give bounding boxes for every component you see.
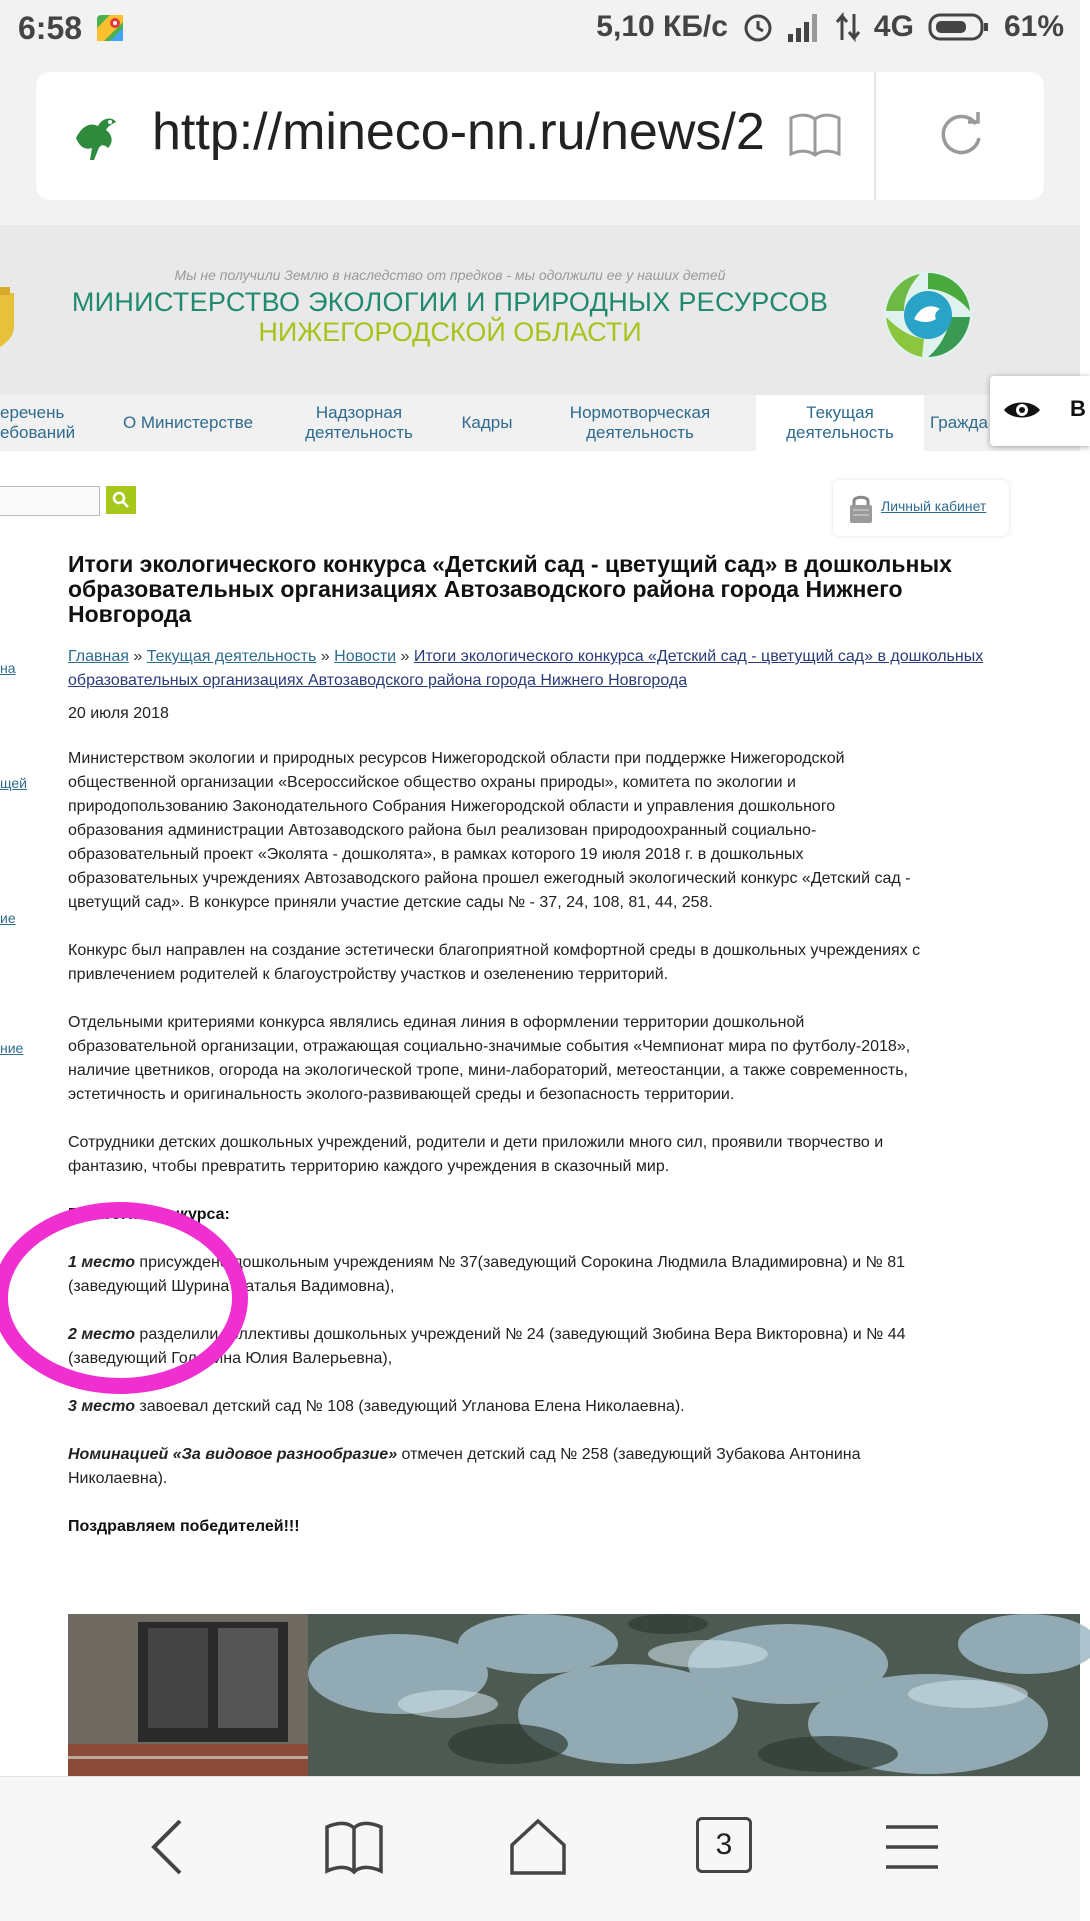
lock-icon [847, 492, 875, 524]
book-icon[interactable] [788, 112, 842, 158]
article-paragraph: Конкурс был направлен на создание эстетически благоприятной комфортной среды в дошкольных учреждениях с привлечением родителей к благоустройству участков и озеленению территорий. [68, 942, 921, 983]
tab-count: 3 [715, 1828, 733, 1861]
browser-toolbar [0, 60, 1080, 225]
signal-icon [788, 12, 822, 42]
nav-item-requirements[interactable]: еречень ебований [0, 403, 76, 442]
reload-icon[interactable] [936, 110, 986, 160]
third-place-label: 3 место [68, 1398, 135, 1415]
coat-of-arms-icon [0, 287, 14, 349]
breadcrumb-section[interactable]: Текущая деятельность [146, 648, 317, 665]
google-maps-icon [96, 14, 124, 42]
nav-item-personnel[interactable]: Кадры [461, 413, 513, 432]
sidebar-item[interactable]: на [0, 660, 16, 676]
toolbar-divider [874, 72, 876, 200]
accessibility-letter: В [1070, 396, 1086, 421]
first-place-text: присуждено дошкольным учреждениям № 37(заведующий Сорокина Людмила Владимировна) и № 81 (заведующий Шурина Наталья Вадимовна), [68, 1254, 906, 1295]
alarm-icon [742, 11, 774, 43]
third-place-text: завоевал детский сад № 108 (заведующий Угланова Елена Николаевна). [134, 1398, 685, 1415]
eye-icon [1002, 398, 1042, 422]
battery-percent: 61% [1003, 10, 1064, 43]
first-place-label: 1 место [68, 1254, 135, 1271]
sidebar-item[interactable]: ние [0, 1040, 24, 1056]
results-heading [68, 1203, 928, 1227]
personal-account-label[interactable]: Личный кабинет [881, 498, 987, 514]
second-place-text: разделили коллективы дошкольных учреждений № 24 (заведующий Зюбина Вера Викторовна) и № 44 (заведующий Головина Юлия Валерьевна), [68, 1326, 906, 1367]
address-bar[interactable] [36, 72, 1044, 200]
battery-icon [928, 12, 990, 42]
status-icons [596, 10, 1064, 44]
result-nomination [68, 1443, 928, 1491]
congratulations-text: Поздравляем победителей!!! [68, 1518, 300, 1535]
browser-bottom-bar [0, 1776, 1080, 1921]
article-photo[interactable] [68, 1614, 1080, 1776]
nomination-text: отмечен детский сад № 258 (заведующий Зубакова Антонина Николаевна). [68, 1446, 861, 1487]
back-arrow-icon[interactable] [138, 1817, 198, 1877]
article-paragraph: Сотрудники детских дошкольных учреждений, родители и дети приложили много сил, проявили творчество и фантазию, чтобы превратить территорию каждого учреждения в сказочный мир. [68, 1134, 884, 1175]
main-navigation [0, 395, 1080, 451]
article-paragraph: Отдельными критериями конкурса являлись единая линия в оформлении территории дошкольной образовательной организации, отражающая социально-значимые события «Чемпионат мира по футболу-2018», наличие цветников, огорода на экологической тропе, мини-лабораторий, метеостанции, а также современность, эстетичность и оригинальность эколого-развивающей среды и безопасность территории. [68, 1014, 911, 1103]
breadcrumb-news[interactable]: Новости [334, 648, 397, 665]
ministry-emblem-icon[interactable] [880, 267, 976, 363]
url-text[interactable]: http://mineco-nn.ru/news/2 [152, 103, 765, 161]
site-header [0, 225, 1080, 395]
book-icon[interactable] [324, 1817, 384, 1877]
sidebar-item[interactable]: щей [0, 775, 27, 791]
congratulations [68, 1515, 928, 1539]
personal-account-link[interactable] [833, 480, 1009, 536]
nav-item-about[interactable]: О Министерстве [122, 413, 254, 432]
breadcrumb-current[interactable]: Итоги экологического конкурса «Детский сад - цветущий сад» в дошкольных образовательных организациях Автозаводского района города Нижнего Новгорода [68, 648, 984, 689]
status-time: 6:58 [18, 10, 83, 46]
breadcrumb-separator: » [320, 648, 330, 665]
site-search-button[interactable] [106, 486, 136, 514]
dragon-favicon-icon [68, 108, 124, 164]
menu-icon[interactable] [882, 1817, 942, 1877]
results-heading-text: По итогам конкурса: [68, 1206, 230, 1223]
status-bar [0, 0, 1080, 60]
nav-item-current-activity[interactable]: Текущая деятельность [756, 395, 924, 451]
nav-item-lawmaking[interactable]: Нормотворческая деятельность [569, 403, 711, 442]
second-place-label: 2 место [68, 1326, 135, 1343]
nav-item-citizens[interactable]: Гражда [930, 413, 988, 432]
nomination-label: Номинацией «За видовое разнообразие» [68, 1446, 398, 1463]
nav-item-supervision[interactable]: Надзорная деятельность [305, 403, 413, 442]
article-paragraph: Министерством экологии и природных ресурсов Нижегородской области при поддержке Нижегородской общественной организации «Всероссийское общество охраны природы», комитета по экологии и природопользованию Законодательного Собрания Нижегородской области и управления дошкольного образования администрации Автозаводского района был реализован природоохранный социально-образовательный проект «Эколята - дошколята», в рамках которого 19 июля 2018 г. в дошкольных образовательных учреждениях Автозаводского района прошел ежегодный экологический конкурс «Детский сад - цветущий сад». В конкурсе приняли участие детские сады № - 37, 24, 108, 81, 44, 258. [68, 750, 911, 911]
data-transfer-icon [836, 12, 860, 42]
home-icon[interactable] [508, 1817, 568, 1877]
network-type: 4G [873, 10, 914, 43]
breadcrumb-separator: » [400, 648, 410, 665]
accessibility-toggle[interactable] [990, 376, 1090, 446]
ministry-title-line2[interactable]: НИЖЕГОРОДСКОЙ ОБЛАСТИ [258, 317, 642, 347]
article-title: Итоги экологического конкурса «Детский сад - цветущий сад» в дошкольных образовательных организациях Автозаводского района города Нижнего Новгорода [68, 551, 952, 627]
article [68, 552, 1018, 1539]
site-search-input[interactable] [0, 486, 100, 516]
sidebar-item[interactable]: ие [0, 910, 16, 926]
ministry-title-line1[interactable]: МИНИСТЕРСТВО ЭКОЛОГИИ И ПРИРОДНЫХ РЕСУРСОВ [71, 287, 829, 317]
network-speed: 5,10 КБ/с [596, 10, 728, 43]
site-motto: Мы не получили Землю в наследство от предков - мы одолжили ее у наших детей [174, 267, 726, 283]
breadcrumb-separator: » [133, 648, 143, 665]
result-third-place [68, 1395, 928, 1419]
result-second-place [68, 1323, 928, 1371]
spruce-photo-image [68, 1614, 1080, 1776]
article-date: 20 июля 2018 [68, 705, 169, 722]
result-first-place [68, 1251, 928, 1299]
breadcrumb [68, 645, 1018, 693]
tabs-button[interactable] [696, 1817, 752, 1873]
search-icon [112, 491, 130, 509]
breadcrumb-home[interactable]: Главная [68, 648, 129, 665]
